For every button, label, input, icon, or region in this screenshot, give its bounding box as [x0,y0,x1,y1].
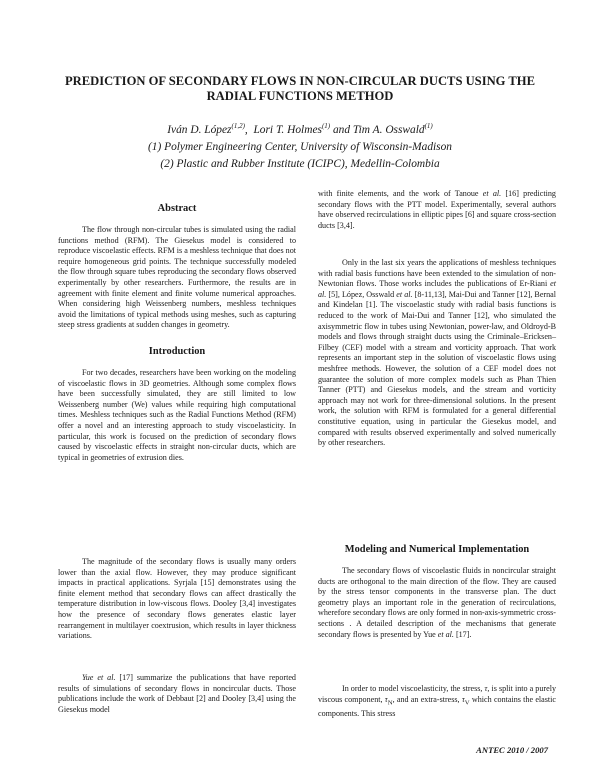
intro-paragraph-5-block [318,258,556,449]
intro-paragraph-2-block [58,557,296,642]
modeling-p2-d: which contains the elastic components. This stress [318,694,556,718]
modeling-heading: Modeling and Numerical Implementation [344,544,530,555]
intro-p5-a: Only in the last six years the applications of meshless techniques with radial basis functions have been extended to the simulation of non-Newtonian flows. Those works includes the publications of Er-Riani [318,258,556,289]
modeling-p1-a: The secondary flows of viscoelastic fluids in noncircular straight ducts are orthogonal to the main direction of the flow. They are caused by the stress tensor components in the transverse plan. The duct geometry plays an important role in the generation of recirculations, wherefore secondary flows are only formed in non-axis-symmetric cross-sections . A detailed description of the mechanisms that generate secondary flows is presented by Yue [318,566,556,639]
abstract-text-block [58,225,296,331]
author-holmes: Lori T. Holmes [253,123,322,136]
viscous-stress-symbol: τ [384,694,388,704]
modeling-paragraph-2 [318,684,556,719]
modeling-p2-b: , is split into a purely viscous component, [318,684,556,704]
intro-p4-rest: [16] predicting secondary flows with the PTT model. Experimentally, several authors have observed recirculations in elliptic pipes [6] and square cross-section ducts [3,4]. [318,189,556,230]
modeling-p1-citation: et al. [437,629,454,639]
author-holmes-affil: (1) [321,122,331,130]
modeling-paragraph-2-block [318,684,556,719]
intro-p3-text: [17] summarize the publications that have reported results of simulations of secondary flows in noncircular ducts. Those publications include the work of Debbaut [2] and Dooley [3,4] using the Giesekus model [58,673,296,714]
intro-paragraph-4 [318,189,556,231]
author-osswald: Tim A. Osswald [352,123,425,136]
intro-p5-citation-2: et al. [396,289,413,299]
stress-symbol: τ [484,684,488,693]
intro-p5-citation-1: et al. [318,279,556,299]
introduction-heading: Introduction [148,346,206,357]
intro-p4-start: with finite elements, and the work of Tanoue [318,189,483,198]
page-footer: ANTEC 2010 / 2007 [476,745,548,755]
intro-paragraph-5 [318,258,556,449]
intro-paragraph-2: The magnitude of the secondary flows is usually many orders lower than the axial flow. However, they may produce significant impacts in practical applications. Syrjala [15] demonstrates using the finite element method that secondary flows can affect drastically the temperature distribution in low-viscous flows. Dooley [3,4] investigates how the presence of secondary flows generates elastic layer rearrangement in multilayer coextrusion, which results in layer thickness variations. [58,557,296,641]
extra-stress-symbol: τ [461,694,465,704]
modeling-p2-a: In order to model viscoelasticity, the stress, [342,684,485,693]
intro-p5-b: [5], López, Osswald [326,289,397,299]
intro-paragraph-3 [58,673,296,715]
paper-title: PREDICTION OF SECONDARY FLOWS IN NON-CIRCULAR DUCTS USING THE RADIAL FUNCTIONS METHOD [64,74,535,103]
author-lopez: Iván D. López [167,123,232,136]
modeling-p1-b: [17]. [453,629,472,639]
abstract-paragraph: The flow through non-circular tubes is simulated using the radial functions method (RFM). The Giesekus model is considered to reproduce viscoelastic effects. RFM is a meshless technique that does not require homogeneous grid points. The technique successfully modeled the flow through square tubes reproducing the secondary flows observed experimentally by other researchers. Furthermore, the results are in agreement with finite element and finite volume numerical approaches. When considering high Weissenberg numbers, meshless techniques avoid the limitations of typical methods using meshes, such as capturing steep stress gradients at sudden changes in geometry. [58,225,296,330]
intro-p5-c: [8-11,13], Mai-Dui and Tanner [12], Bernal and Kindelan [1]. The viscoelastic study with radial basis functions is reduced to the work of Mai-Dui and Tanner [12], who simulated the axisymmetric flow in tubes using Newtonian, power-law, and Oldroyd-B models and flows through straight ducts using the Criminale–Ericksen–Filbey (CEF) model with a stream and vorticity approach. That work represents an important step in the solution of viscoelastic flows using meshfree methods. However, the solution of a CEF model does not guarantee the solution of more complex models such as Phan Thien Tanner (PTT) and Giesekus models, and the stream and vorticity approach may not work for three-dimensional solutions. In the present work, the solution with RFM is formulated for a general differential constitutive equation, using in particular the Giesekus model, and compared with results observed experimentally and solved numerically by other researchers. [318,289,557,448]
intro-paragraph-4-block [318,189,556,231]
intro-paragraph-1-block [58,368,296,463]
intro-paragraph-1: For two decades, researchers have been working on the modeling of viscoelastic flows in 3D geometries. Although some complex flows have been successfully simulated, they are still limited to low Weissenberg number (We) values while requiring high computational times. Meshless techniques such as the Radial Functions Method (RFM) offer a novel and an interesting approach to study viscoelasticity. In particular, this work is focused on the prediction of secondary flows caused by viscoelastic effects in straight non-circular ducts, which are typical in geometries of extrusion dies. [58,368,296,462]
viscous-stress-subscript: N [387,699,393,707]
author-and: and [332,123,351,136]
abstract-heading: Abstract [157,203,197,214]
author-lopez-affil: (1,2) [231,122,245,130]
modeling-paragraph-1 [318,566,556,640]
affiliation-1: (1) Polymer Engineering Center, University of Wisconsin-Madison [147,140,452,153]
modeling-paragraph-1-block [318,566,556,640]
intro-p3-citation: Yue et al. [82,673,116,682]
author-block: Iván D. López$^{(1,2)}$, Lori T. Holmes$^{(1)}$ and Tim A. Osswald$^{(1)}$ (1) Polymer Engineering Center, University of Wisconsin-Madison (2) Plastic and Rubber Institute (ICIPC), Medellin-Colombia [50,118,550,173]
modeling-p2-c: , and an extra-stress, [392,694,462,704]
extra-stress-subscript: V [464,699,470,707]
author-osswald-affil: (1) [424,122,433,130]
intro-p4-citation: et al. [482,189,502,198]
intro-paragraph-3-block [58,673,296,715]
affiliation-2: (2) Plastic and Rubber Institute (ICIPC), Medellin-Colombia [160,157,440,170]
